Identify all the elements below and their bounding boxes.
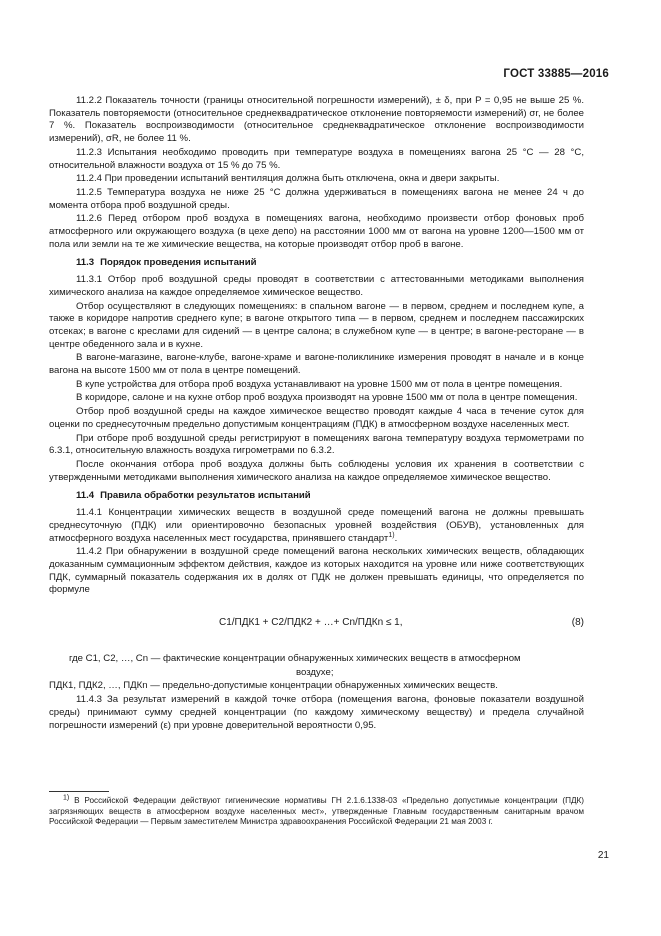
definition-term: где C1, C2, …, Cn — bbox=[69, 653, 161, 665]
formula-number: (8) bbox=[571, 617, 584, 629]
footnote-mark: 1) bbox=[63, 794, 70, 802]
paragraph-11-4-1: 11.4.1 Концентрации химических веществ в воздушной среде помещений вагона не должны превышать среднесуточную (ПДК) или ориентировочно безопасных уровней воздействия (ОБУВ), установленных для атмосферного воздуха населенных мест государства, принявшего стандарт$^{1)}$. bbox=[49, 507, 584, 544]
section-heading-11-3 bbox=[49, 257, 584, 270]
footnote bbox=[49, 796, 584, 828]
paragraph-11-2-6: 11.2.6 Перед отбором проб воздуха в помещениях вагона, необходимо произвести отбор фоновых проб атмосферного или окружающего воздуха (в цехе депо) на расстоянии 1000 мм от вагона на уровне 1200—1500 мм от пола или земли на те же химические вещества, на которые производят отбор проб в вагоне. bbox=[49, 213, 584, 250]
section-number: 11.4 bbox=[76, 490, 95, 502]
document-header-code: ГОСТ 33885—2016 bbox=[503, 68, 609, 80]
page-number: 21 bbox=[597, 850, 609, 861]
paragraph-11-2-4: 11.2.4 При проведении испытаний вентиляция должна быть отключена, окна и двери закрыты. bbox=[76, 173, 500, 185]
paragraph-compartment: В купе устройства для отбора проб воздуха устанавливают на уровне 1500 мм от пола в центре помещения. bbox=[76, 378, 563, 390]
paragraph-11-4-3: 11.4.3 За результат измерений в каждой точке отбора (помещения вагона, фоновые показатели воздушной среды) принимают сумму средней концентрации (по каждому химическому веществу) и предела случайной погрешности измерений (ε) при уровне доверительной вероятности 0,95. bbox=[49, 694, 584, 731]
paragraph-11-2-5: 11.2.5 Температура воздуха не ниже 25 °С должна удерживаться в помещениях вагона не менее 24 ч до момента отбора проб воздушной среды. bbox=[49, 186, 584, 211]
paragraph-sampling-interval: Отбор проб воздушной среды на каждое химическое вещество проводят каждые 4 часа в течение суток для оценки по среднесуточным предельно допустимым концентрациям (ПДК) в атмосферном воздухе населенных мест. bbox=[49, 406, 584, 430]
paragraph-11-3-1: 11.3.1 Отбор проб воздушной среды проводят в соответствии с аттестованными методиками выполнения химического анализа на каждое определяемое химическое вещество. bbox=[49, 274, 584, 298]
formula-expression: C1/ПДК1 + C2/ПДК2 + …+ Cn/ПДКn ≤ 1, bbox=[219, 617, 403, 629]
definition-concentrations bbox=[49, 653, 584, 666]
footnote-reference: 1) bbox=[388, 531, 395, 539]
definition-continuation: воздухе; bbox=[296, 666, 334, 678]
section-title: Порядок проведения испытаний bbox=[100, 257, 257, 269]
section-heading-11-4 bbox=[49, 490, 584, 503]
footnote-text: В Российской Федерации действуют гигиенические нормативы ГН 2.1.6.1338-03 «Предельно допустимые концентрации (ПДК) загрязняющих веществ в атмосферном воздухе населенных мест», утвержденные Главным государственным санитарным врачом Российской Федерации — Первым заместителем Министра здравоохранения Российской Федерации 21 мая 2003 г. bbox=[49, 796, 584, 826]
paragraph-special-cars: В вагоне-магазине, вагоне-клубе, вагоне-храме и вагоне-поликлинике измерения проводят в начале и в конце вагона на высоте 1500 мм от пола в центре помещений. bbox=[49, 352, 584, 377]
paragraph-11-4-2: 11.4.2 При обнаружении в воздушной среде помещений вагона нескольких химических веществ, обладающих доказанным суммационным эффектом действия, каждое из которых находится на уровне или ниже соответствующих ПДК, суммарный показатель содержания их в долях от ПДК не должен превышать единицы, что определяется по формуле bbox=[49, 546, 584, 596]
definition-text: предельно-допустимые концентрации обнаруженных химических веществ. bbox=[162, 680, 498, 692]
document-body bbox=[49, 95, 584, 733]
section-title: Правила обработки результатов испытаний bbox=[100, 490, 311, 502]
section-number: 11.3 bbox=[76, 257, 95, 269]
footnote-divider bbox=[49, 791, 109, 792]
paragraph-storage-conditions: После окончания отбора проб воздуха должны быть соблюдены условия их хранения в соответствии с утвержденными методиками выполнения химического анализа на каждое определяемое химическое вещество. bbox=[49, 458, 584, 483]
paragraph-text: 11.4.1 Концентрации химических веществ в воздушной среде помещений вагона не должны превышать среднесуточную (ПДК) или ориентировочно безопасных уровней воздействия (ОБУВ), установленных для атмосферного воздуха населенных мест государства, принявшего стандарт bbox=[49, 507, 584, 544]
formula-definitions bbox=[49, 653, 584, 693]
paragraph-11-2-3: 11.2.3 Испытания необходимо проводить при температуре воздуха в помещениях вагона 25 °С — 28 °С, относительной влажности воздуха от 15 % до 75 %. bbox=[49, 146, 584, 171]
definition-term: ПДК1, ПДК2, …, ПДКn — bbox=[49, 680, 160, 692]
paragraph-corridor: В коридоре, салоне и на кухне отбор проб воздуха производят на уровне 1500 мм от пола в центре помещения. bbox=[76, 392, 578, 404]
paragraph-sampling-locations: Отбор осуществляют в следующих помещениях: в спальном вагоне — в первом, среднем и последнем купе, а также в коридоре напротив среднего купе; в вагоне открытого типа — в первом, среднем и последнем пассажирских отсеках; в вагоне с креслами для сидений — в центре салона; в служебном купе — в центре; в вагоне-ресторане — в центре обеденного зала и в кухне. bbox=[49, 300, 584, 350]
paragraph-11-2-2: 11.2.2 Показатель точности (границы относительной погрешности измерений), ± δ, при P = 0,95 не выше 25 %. Показатель повторяемости (относительное среднеквадратическое отклонение повторяемости измерений) σr, не более 7 %. Показатель воспроизводимости (относительное среднеквадратическое отклонение воспроизводимости измерений), σR, не более 11 %. bbox=[49, 95, 584, 145]
formula-8 bbox=[49, 615, 584, 635]
paragraph-temperature-registration: При отборе проб воздушной среды регистрируют в помещениях вагона температуру воздуха термометрами по 6.3.1, относительную влажность воздуха гигрометрами по 6.3.2. bbox=[49, 432, 584, 457]
definition-text: фактические концентрации обнаруженных химических веществ в атмосферном bbox=[162, 653, 521, 665]
definition-pdk bbox=[49, 680, 584, 693]
